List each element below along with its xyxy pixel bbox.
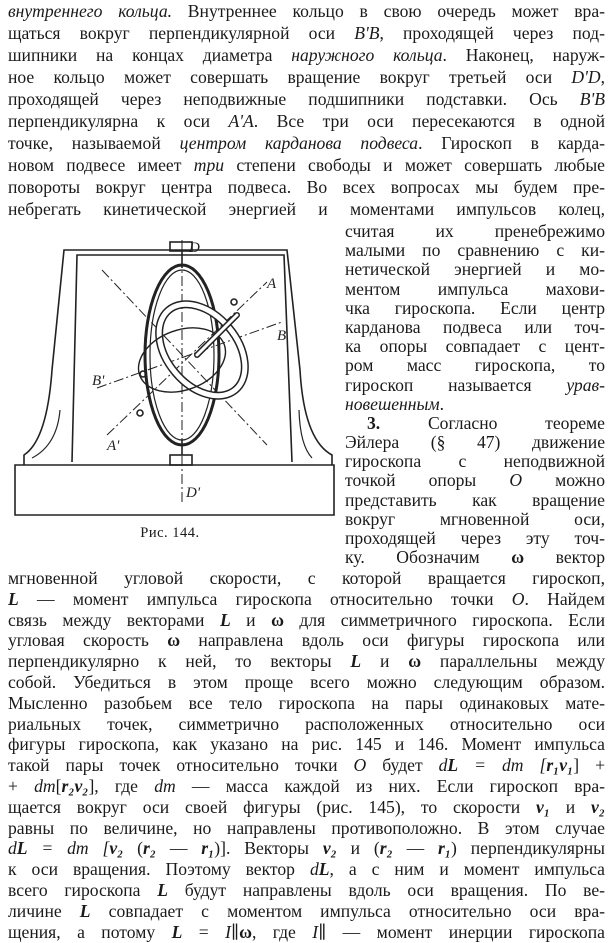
emphasis: I∥ bbox=[312, 921, 327, 942]
text-line bbox=[345, 471, 605, 490]
text-line bbox=[345, 548, 605, 567]
emphasis: L bbox=[171, 921, 183, 942]
label-A: A bbox=[267, 276, 277, 292]
text-run: небрегать кинетической энергией и моментами импульсов колец, bbox=[8, 199, 605, 219]
text-line bbox=[345, 414, 605, 433]
emphasis: L bbox=[350, 651, 362, 672]
text-run: риальных точек, симметрично расположенных относительно оси bbox=[8, 713, 605, 734]
text-run: ) перпендикулярны bbox=[451, 838, 605, 859]
text-run: точке, называемой bbox=[8, 133, 180, 153]
text-run: ное кольцо может совершать вращение вокруг третьей оси bbox=[8, 67, 572, 87]
text-run: — bbox=[155, 838, 202, 859]
text-line bbox=[8, 838, 605, 859]
text-run: можно bbox=[522, 471, 605, 491]
text-line bbox=[345, 299, 605, 318]
text-run: представить как вращение bbox=[345, 490, 605, 510]
text-run: = bbox=[182, 921, 226, 942]
text-run: . Наконец, наруж- bbox=[442, 45, 605, 65]
emphasis: r₁ bbox=[438, 838, 452, 859]
text-run: — bbox=[392, 838, 439, 859]
emphasis: v₂ bbox=[109, 838, 124, 859]
emphasis: три bbox=[193, 155, 225, 175]
figure-caption: Рис. 144. bbox=[140, 525, 200, 541]
text-run: — момент инерции гироскопа bbox=[326, 921, 605, 942]
text-run: угловая скорость bbox=[8, 630, 168, 651]
emphasis: L bbox=[447, 755, 459, 776]
text-run: ром масс гироскопа, то bbox=[345, 356, 605, 376]
text-run: перпендикулярно к ней, то векторы bbox=[8, 651, 351, 672]
text-line bbox=[8, 734, 605, 755]
text-line bbox=[345, 318, 605, 337]
text-line bbox=[345, 491, 605, 510]
text-line bbox=[8, 859, 605, 880]
emphasis: A'A bbox=[228, 111, 254, 131]
text-line bbox=[8, 610, 605, 631]
text-run: ку. Обозначим bbox=[345, 548, 512, 568]
emphasis: 3. bbox=[367, 413, 381, 433]
text-run: проходящей через эту точ- bbox=[345, 529, 605, 548]
text-block-right-column bbox=[345, 222, 605, 567]
text-run: направлена вдоль оси фигуры гироскопа или bbox=[180, 630, 605, 651]
emphasis: r₁ bbox=[201, 838, 215, 859]
emphasis: = dm [ bbox=[458, 755, 547, 776]
text-line bbox=[8, 714, 605, 735]
emphasis: v₂ bbox=[322, 838, 337, 859]
text-line bbox=[8, 589, 605, 610]
text-run: , bbox=[600, 67, 605, 87]
text-line bbox=[8, 880, 605, 901]
text-run: степени свободы и может совершать любые bbox=[224, 155, 605, 175]
text-line bbox=[8, 176, 605, 198]
text-run: щаться вокруг перпендикулярной оси bbox=[8, 23, 355, 43]
emphasis: L bbox=[16, 838, 28, 859]
text-run: , проходящей через под- bbox=[379, 23, 605, 43]
text-run: и bbox=[361, 651, 409, 672]
emphasis: наружного кольца bbox=[291, 45, 443, 65]
emphasis: r₂v₂ bbox=[61, 775, 89, 796]
stand bbox=[15, 242, 334, 515]
emphasis: новешенным bbox=[345, 394, 440, 414]
text-line bbox=[8, 110, 605, 132]
emphasis: внутреннего кольца. bbox=[8, 1, 173, 21]
text-run: шипники на концах диаметра bbox=[8, 45, 292, 65]
text-run: для симметричного гироскопа. Если bbox=[283, 609, 605, 630]
text-run: и bbox=[549, 796, 592, 817]
text-line bbox=[8, 22, 605, 44]
emphasis: r₂ bbox=[379, 838, 393, 859]
emphasis: r₁v₁ bbox=[546, 755, 574, 776]
text-line bbox=[345, 395, 605, 414]
text-run: Мысленно разобьем все тело гироскопа на пары одинаковых мате- bbox=[8, 692, 605, 713]
text-run: будут направлены вдоль оси вращения. По ве- bbox=[167, 879, 605, 900]
label-D: D bbox=[189, 240, 200, 256]
text-run: нетической энергией и мо- bbox=[345, 260, 605, 280]
text-line bbox=[345, 529, 605, 548]
text-run: . Найдем bbox=[524, 588, 605, 609]
emphasis: ω bbox=[271, 609, 284, 630]
text-run: — масса каждой из них. Если гироскоп вра- bbox=[175, 775, 605, 796]
text-line bbox=[8, 132, 605, 154]
text-line bbox=[345, 222, 605, 241]
text-line bbox=[8, 88, 605, 110]
text-run: точкой опоры bbox=[345, 471, 510, 491]
text-run: проходящей через неподвижные подшипники подставки. Ось bbox=[8, 89, 580, 109]
text-line bbox=[345, 452, 605, 471]
text-run: параллельны между bbox=[421, 651, 605, 672]
text-line bbox=[345, 280, 605, 299]
text-line bbox=[8, 630, 605, 651]
emphasis: v₁ bbox=[536, 796, 550, 817]
gyroscope-cardan-suspension-figure bbox=[12, 240, 342, 520]
text-run: [ bbox=[55, 775, 62, 796]
emphasis: O bbox=[353, 755, 367, 776]
text-run: ( bbox=[123, 838, 143, 859]
emphasis: d bbox=[309, 859, 319, 880]
text-run: Эйлера (§ 47) движение bbox=[345, 433, 605, 453]
text-run: щается вокруг оси своей фигуры (рис. 145), то скорости bbox=[8, 796, 537, 817]
text-run: собой. Убедиться в этом проще всего можно следующим образом. bbox=[8, 671, 605, 692]
text-line bbox=[345, 376, 605, 395]
text-run: . Гироскоп в карда- bbox=[418, 133, 605, 153]
gimbal-rings bbox=[129, 265, 262, 445]
text-line bbox=[345, 356, 605, 375]
text-line bbox=[8, 66, 605, 88]
text-run: считая их пренебрежимо bbox=[345, 222, 605, 241]
text-block-bottom bbox=[8, 568, 605, 942]
text-line bbox=[8, 198, 605, 220]
text-run: . Все три оси пересекаются в одной bbox=[253, 111, 605, 131]
text-run: гироскоп называется bbox=[345, 375, 567, 395]
text-run: + bbox=[8, 775, 35, 796]
text-run: Согласно теореме bbox=[380, 413, 605, 433]
emphasis: O bbox=[509, 471, 523, 491]
text-run: карданова подвеса или точ- bbox=[345, 317, 605, 337]
emphasis: ω bbox=[408, 651, 422, 672]
text-run: повороты вокруг центра подвеса. Во всех вопросах мы будем пре- bbox=[8, 177, 605, 197]
text-run: , где bbox=[251, 921, 313, 942]
emphasis: d bbox=[438, 755, 448, 776]
text-run: мгновенной угловой скорости, с которой вращается гироскоп, bbox=[8, 568, 605, 588]
text-run: личине bbox=[8, 900, 80, 921]
emphasis: ω bbox=[239, 921, 252, 942]
text-line bbox=[8, 0, 605, 22]
emphasis: L bbox=[79, 900, 91, 921]
text-line bbox=[8, 568, 605, 589]
label-B-prime: B' bbox=[92, 373, 105, 389]
text-line bbox=[8, 755, 605, 776]
text-line bbox=[345, 260, 605, 279]
emphasis: центром карданова подвеса bbox=[179, 133, 419, 153]
text-run: ка опоры совпадает с цент- bbox=[345, 337, 605, 357]
text-run: вектор bbox=[524, 548, 605, 568]
label-D-prime: D' bbox=[186, 485, 201, 501]
label-A-prime: A' bbox=[107, 438, 120, 454]
text-run: совпадает с моментом импульса относительно оси вра- bbox=[90, 900, 605, 921]
text-run: равны по величине, но направлены противоположно. В этом случае bbox=[8, 817, 605, 838]
emphasis: L bbox=[219, 609, 231, 630]
emphasis: урав- bbox=[566, 375, 605, 395]
emphasis: = dm [ bbox=[27, 838, 110, 859]
text-run: )]. Векторы bbox=[214, 838, 323, 859]
text-run: чка гироскопа. Если центр bbox=[345, 298, 605, 318]
axis-labels bbox=[92, 240, 286, 501]
emphasis: d bbox=[8, 838, 17, 859]
text-run: к оси вращения. Поэтому вектор bbox=[8, 859, 310, 880]
text-line bbox=[345, 510, 605, 529]
text-line bbox=[8, 818, 605, 839]
text-line bbox=[345, 337, 605, 356]
emphasis: B'B bbox=[354, 23, 380, 43]
emphasis: ω bbox=[167, 630, 181, 651]
text-line bbox=[8, 922, 605, 943]
text-line bbox=[8, 901, 605, 922]
text-line bbox=[8, 776, 605, 797]
text-run: и ( bbox=[336, 838, 380, 859]
text-run: вокруг мгновенной оси, bbox=[345, 509, 605, 529]
text-run: перпендикулярна к оси bbox=[8, 111, 229, 131]
text-run: малыми по сравнению с ки- bbox=[345, 241, 605, 261]
text-line bbox=[8, 154, 605, 176]
text-run: гироскопа с неподвижной bbox=[345, 452, 605, 472]
emphasis: r₂ bbox=[143, 838, 156, 859]
text-run: всего гироскопа bbox=[8, 879, 158, 900]
text-line bbox=[8, 693, 605, 714]
text-run: такой пары точек относительно точки bbox=[8, 755, 354, 776]
text-line bbox=[345, 433, 605, 452]
text-run: щения, а потому bbox=[8, 921, 172, 942]
emphasis: L bbox=[318, 859, 330, 880]
text-run: , а с ним и момент импульса bbox=[329, 859, 605, 880]
emphasis: L bbox=[157, 879, 168, 900]
emphasis: v₂ bbox=[591, 796, 605, 817]
emphasis: dm bbox=[154, 775, 176, 796]
text-line bbox=[8, 651, 605, 672]
text-run: будет bbox=[366, 755, 439, 776]
emphasis: O bbox=[511, 588, 525, 609]
text-run: ментом импульса махови- bbox=[345, 279, 605, 299]
label-B: B bbox=[277, 328, 287, 344]
text-run: фигуры гироскопа, как указано на рис. 145 и 146. Момент импульса bbox=[8, 734, 605, 755]
text-run: ] + bbox=[573, 755, 605, 776]
text-run: связь между векторами bbox=[8, 609, 220, 630]
emphasis: B'B bbox=[579, 89, 605, 109]
emphasis: D'D bbox=[571, 67, 601, 87]
text-run: Внутреннее кольцо в свою очередь может вра- bbox=[172, 1, 605, 21]
text-line bbox=[8, 797, 605, 818]
emphasis: I∥ bbox=[225, 921, 240, 942]
emphasis: dm bbox=[34, 775, 56, 796]
emphasis: L bbox=[8, 588, 19, 609]
text-line bbox=[8, 44, 605, 66]
text-run: новом подвесе имеет bbox=[8, 155, 194, 175]
text-block-top bbox=[8, 0, 605, 220]
text-line bbox=[8, 672, 605, 693]
text-line bbox=[345, 241, 605, 260]
text-run: и bbox=[230, 609, 272, 630]
emphasis: ω bbox=[511, 548, 525, 568]
text-run: . bbox=[439, 394, 445, 414]
text-run: ], где bbox=[88, 775, 155, 796]
text-run: — момент импульса гироскопа относительно точки bbox=[18, 588, 512, 609]
